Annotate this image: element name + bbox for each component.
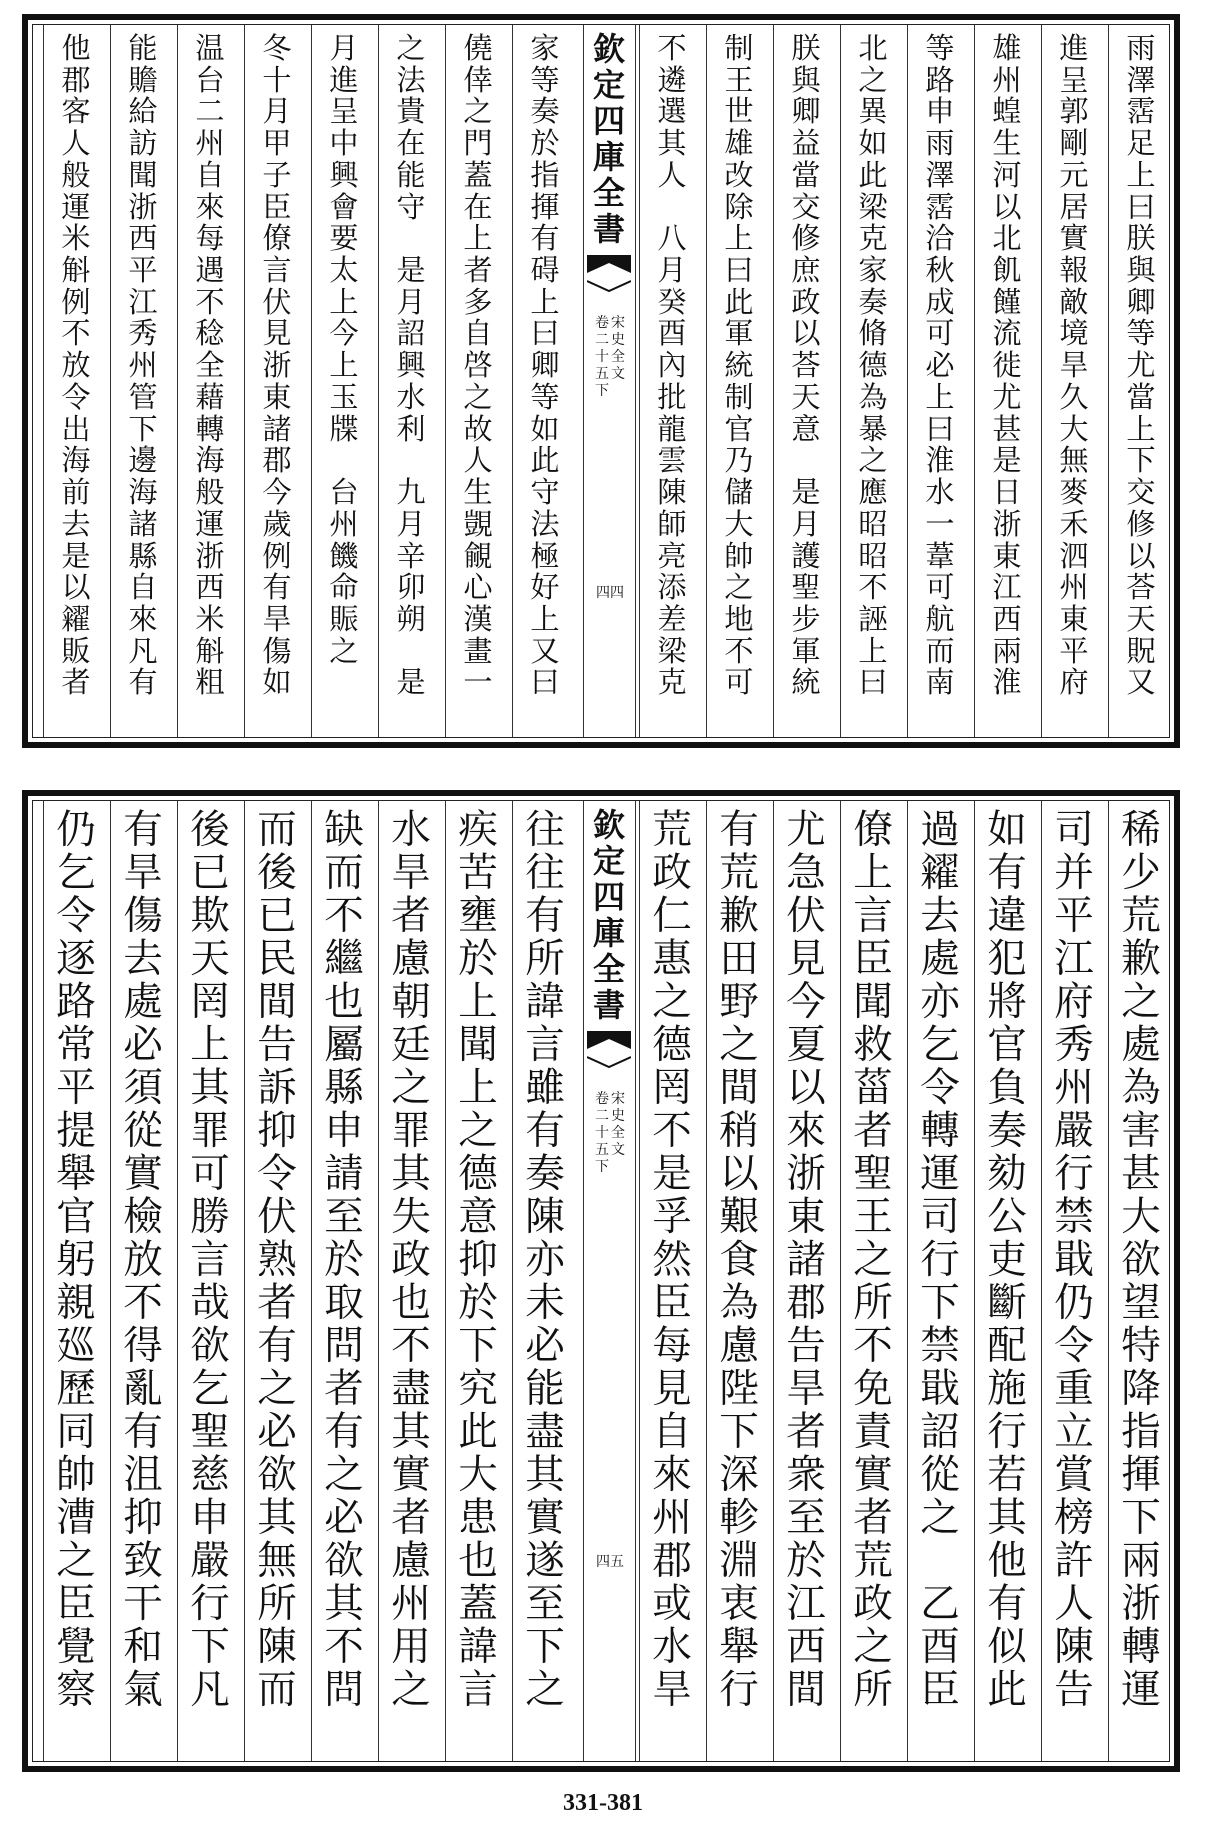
text-column: 有 荒 歉 田 野 之 間 稍 以 艱 食 為 慮 陛 下 深 軫 淵 衷 舉 行 [719, 807, 759, 1713]
column-rule [1108, 801, 1109, 1761]
column-rule [706, 25, 707, 737]
column-rule [773, 25, 774, 737]
margin-book-label: 宋 史 全 文 卷 二 十 五 下 [595, 1091, 625, 1175]
column-rule [512, 25, 513, 737]
column-rule [445, 25, 446, 737]
text-column: 荒 政 仁 惠 之 德 罔 不 是 孚 然 臣 每 見 自 來 州 郡 或 水 旱 [652, 807, 692, 1713]
text-column: 往 往 有 所 諱 言 雖 有 奏 陳 亦 未 必 能 盡 其 實 遂 至 下 之 [525, 807, 565, 1713]
column-rule [177, 801, 178, 1761]
text-column: 後 已 欺 天 罔 上 其 罪 可 勝 言 哉 欲 乞 聖 慈 申 嚴 行 下 凡 [190, 807, 230, 1713]
column-rule [43, 801, 44, 1761]
upper-page [22, 14, 1180, 748]
column-rule [43, 25, 44, 737]
text-column: 仍 乞 令 逐 路 常 平 提 舉 官 躬 親 廵 歷 同 帥 漕 之 臣 覺 察 [56, 807, 96, 1713]
column-rule [907, 25, 908, 737]
text-column: 僚 上 言 臣 聞 救 菑 者 聖 王 之 所 不 免 責 實 者 荒 政 之 所 [853, 807, 893, 1713]
column-rule [639, 25, 640, 737]
column-rule [512, 801, 513, 1761]
text-column: 制 王 世 雄 改 除 上 曰 此 軍 統 制 官 乃 儲 大 帥 之 地 不 可 [724, 31, 754, 700]
column-rule [244, 25, 245, 737]
column-rule [378, 801, 379, 1761]
text-column: 有 旱 傷 去 處 必 須 從 實 檢 放 不 得 亂 有 沮 抑 致 干 和 氣 [123, 807, 163, 1713]
column-rule [244, 801, 245, 1761]
text-column: 稀 少 荒 歉 之 處 為 害 甚 大 欲 望 特 降 指 揮 下 兩 浙 轉 運 [1121, 807, 1161, 1713]
text-column: 尤 急 伏 見 今 夏 以 來 浙 東 諸 郡 告 旱 者 衆 至 於 江 西 間 [786, 807, 826, 1713]
text-column: 等 路 申 雨 澤 霑 洽 秋 成 可 必 上 曰 淮 水 一 葦 可 航 而 南 [925, 31, 955, 700]
text-column: 僥 倖 之 門 蓋 在 上 者 多 自 啓 之 故 人 生 覬 覦 心 漢 畫 一 [463, 31, 493, 700]
column-rule [110, 801, 111, 1761]
text-column: 家 等 奏 於 指 揮 有 碍 上 曰 卿 等 如 此 守 法 極 好 上 又 曰 [530, 31, 560, 700]
strip-rule [635, 801, 636, 1761]
column-rule [177, 25, 178, 737]
text-column: 進 呈 郭 剛 元 居 實 報 敵 境 旱 久 大 無 麥 禾 泗 州 東 平 府 [1059, 31, 1089, 700]
center-fold-strip [583, 25, 635, 737]
page-number: 四五 [596, 1554, 624, 1571]
column-rule [1108, 25, 1109, 737]
column-rule [706, 801, 707, 1761]
column-rule [974, 25, 975, 737]
fishtail-mark-icon [587, 255, 631, 301]
lower-page [22, 790, 1180, 1772]
text-column: 他 郡 客 人 般 運 米 斛 例 不 放 令 出 海 前 去 是 以 糴 販 者 [61, 31, 91, 700]
strip-rule [635, 25, 636, 737]
text-column: 北 之 異 如 此 梁 克 家 奏 脩 德 為 暴 之 應 昭 昭 不 誣 上 曰 [858, 31, 888, 700]
column-rule [1041, 25, 1042, 737]
book-title-heading: 欽 定 四 庫 全 書 [592, 806, 625, 1024]
column-rule [445, 801, 446, 1761]
column-rule [840, 801, 841, 1761]
column-rule [110, 25, 111, 737]
column-rule [311, 25, 312, 737]
text-column: 司 并 平 江 府 秀 州 嚴 行 禁 戢 仍 令 重 立 賞 榜 許 人 陳 告 [1054, 807, 1094, 1713]
text-column: 疾 苦 壅 於 上 聞 上 之 德 意 抑 於 下 究 此 大 患 也 蓋 諱 言 [458, 807, 498, 1713]
upper-page-frame [32, 24, 1170, 738]
text-column: 水 旱 者 慮 朝 廷 之 罪 其 失 政 也 不 盡 其 實 者 慮 州 用 之 [391, 807, 431, 1713]
text-column: 不 遴 選 其 人 八 月 癸 酉 內 批 龍 雲 陳 師 亮 添 差 梁 克 [657, 31, 687, 700]
text-column: 冬 十 月 甲 子 臣 僚 言 伏 見 浙 東 諸 郡 今 歲 例 有 旱 傷 如 [262, 31, 292, 700]
page-footer-code: 331-381 [563, 1790, 643, 1816]
lower-page-frame [32, 800, 1170, 1762]
column-rule [907, 801, 908, 1761]
column-rule [639, 801, 640, 1761]
column-rule [378, 25, 379, 737]
text-column: 雄 州 蝗 生 河 以 北 飢 饉 流 徙 尤 甚 是 日 浙 東 江 西 兩 淮 [992, 31, 1022, 700]
page-number: 四四 [596, 584, 624, 601]
column-rule [974, 801, 975, 1761]
text-column: 之 法 貴 在 能 守 是 月 詔 興 水 利 九 月 辛 卯 朔 是 [396, 31, 426, 700]
text-column: 如 有 違 犯 將 官 負 奏 劾 公 吏 斷 配 施 行 若 其 他 有 似 此 [987, 807, 1027, 1713]
book-title-heading: 欽 定 四 庫 全 書 [592, 30, 625, 248]
margin-book-label: 宋 史 全 文 卷 二 十 五 下 [595, 315, 625, 399]
column-rule [1041, 801, 1042, 1761]
text-column: 缺 而 不 繼 也 屬 縣 申 請 至 於 取 問 者 有 之 必 欲 其 不 問 [324, 807, 364, 1713]
text-column: 月 進 呈 中 興 會 要 太 上 今 上 玉 牒 台 州 饑 命 賑 之 [329, 31, 359, 668]
column-rule [311, 801, 312, 1761]
fishtail-mark-icon [587, 1031, 631, 1077]
text-column: 雨 澤 霑 足 上 曰 朕 與 卿 等 尤 當 上 下 交 修 以 荅 天 貺 又 [1126, 31, 1156, 700]
text-column: 温 台 二 州 自 來 每 遇 不 稔 全 藉 轉 海 般 運 浙 西 米 斛 粗 [195, 31, 225, 700]
text-column: 能 贍 給 訪 聞 浙 西 平 江 秀 州 管 下 邊 海 諸 縣 自 來 凡 有 [128, 31, 158, 700]
center-fold-strip [583, 801, 635, 1761]
column-rule [773, 801, 774, 1761]
column-rule [840, 25, 841, 737]
text-column: 過 糴 去 處 亦 乞 令 轉 運 司 行 下 禁 戢 詔 從 之 乙 酉 臣 [920, 807, 960, 1713]
text-column: 朕 與 卿 益 當 交 修 庶 政 以 荅 天 意 是 月 護 聖 步 軍 統 [791, 31, 821, 700]
text-column: 而 後 已 民 間 告 訴 抑 令 伏 熟 者 有 之 必 欲 其 無 所 陳 而 [257, 807, 297, 1713]
